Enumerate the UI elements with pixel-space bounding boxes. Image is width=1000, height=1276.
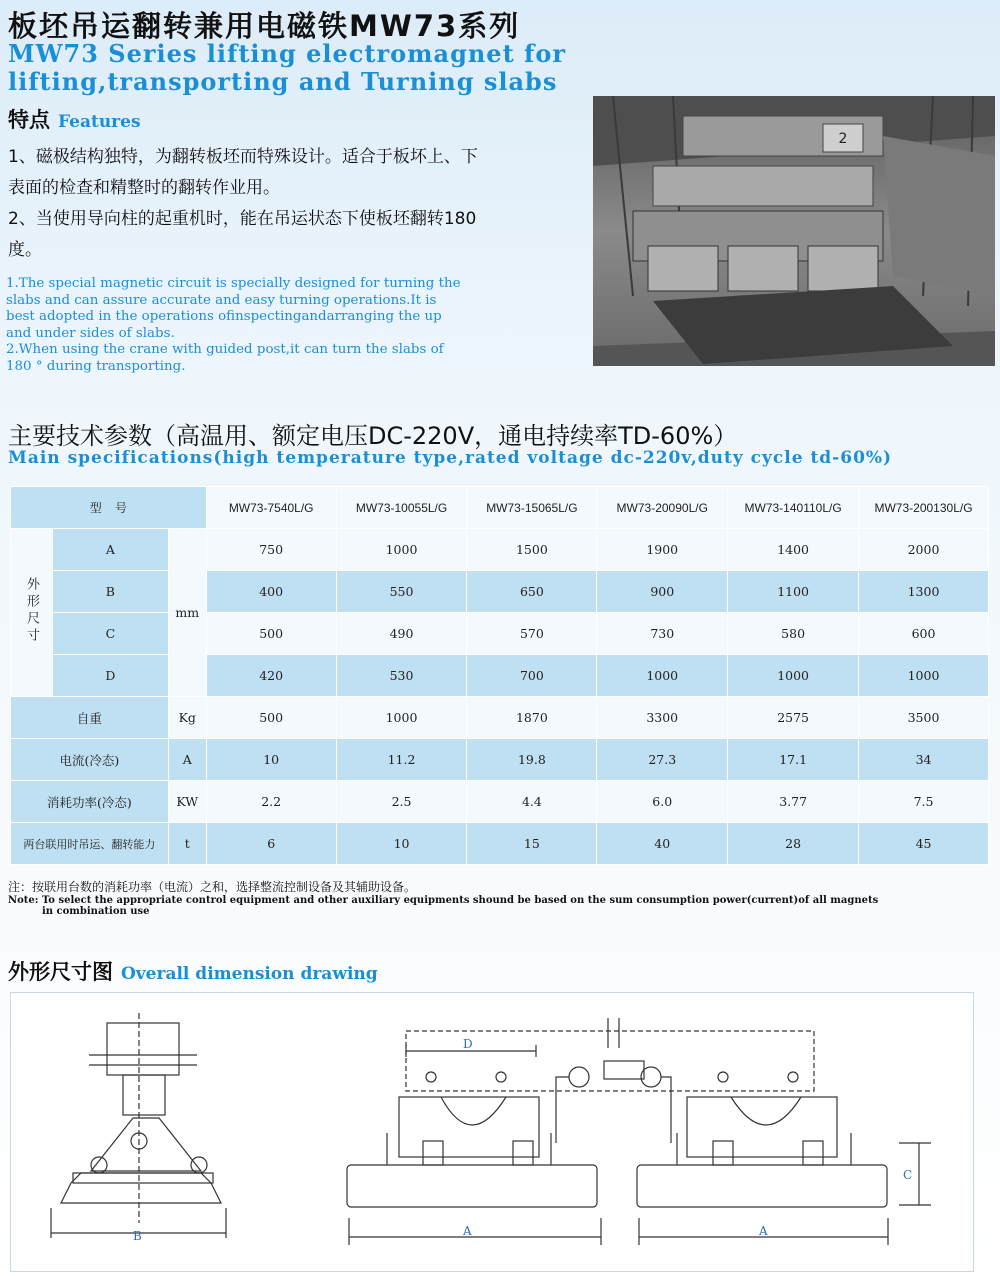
row-unit: A xyxy=(168,739,206,781)
feature-cn-1: 1、磁极结构独特，为翻转板坯而特殊设计。适合于板坏上、下表面的检查和精整时的翻转作业用。 xyxy=(8,147,478,198)
dimension-drawing xyxy=(10,992,974,1272)
specs-heading: 主要技术参数（高温用、额定电压DC-220V，通电持续率TD-60%） xyxy=(8,422,738,450)
table-cell: 6 xyxy=(206,823,336,865)
table-cell: 19.8 xyxy=(467,739,597,781)
features-text-en xyxy=(6,276,466,375)
model-name: MW73-10055L/G xyxy=(336,487,467,529)
table-cell: 1500 xyxy=(467,529,597,571)
features-heading-en: Features xyxy=(58,112,141,132)
row-label-current: 电流(冷态) xyxy=(11,739,169,781)
table-cell: 2000 xyxy=(859,529,989,571)
dim-label-c: C xyxy=(52,613,168,655)
features-text-cn xyxy=(8,142,478,266)
table-cell: 400 xyxy=(206,571,336,613)
table-cell: 27.3 xyxy=(597,739,728,781)
table-cell: 1000 xyxy=(336,529,467,571)
table-cell: 750 xyxy=(206,529,336,571)
row-label-weight: 自重 xyxy=(11,697,169,739)
table-cell: 570 xyxy=(467,613,597,655)
row-unit: KW xyxy=(168,781,206,823)
table-cell: 1000 xyxy=(728,655,859,697)
note-en-line-1: To select the appropriate control equipment and other auxiliary equipments shound be based on the sum consumption power(current)of all magnets xyxy=(42,895,879,906)
note-en-line-2: in combination use xyxy=(42,906,150,917)
table-cell: 500 xyxy=(206,613,336,655)
table-cell: 6.0 xyxy=(597,781,728,823)
table-cell: 700 xyxy=(467,655,597,697)
model-header-label: 型 号 xyxy=(11,487,207,529)
dim-label-b: B xyxy=(52,571,168,613)
drawing-heading-cn: 外形尺寸图 xyxy=(8,960,113,984)
table-cell: 550 xyxy=(336,571,467,613)
table-cell: 40 xyxy=(597,823,728,865)
table-cell: 490 xyxy=(336,613,467,655)
table-cell: 530 xyxy=(336,655,467,697)
row-unit: t xyxy=(168,823,206,865)
table-cell: 500 xyxy=(206,697,336,739)
table-cell: 420 xyxy=(206,655,336,697)
dim-label-d-drawing: D xyxy=(463,1037,473,1051)
table-cell: 4.4 xyxy=(467,781,597,823)
features-heading-cn: 特点 xyxy=(8,108,50,132)
table-cell: 28 xyxy=(728,823,859,865)
row-label-power: 消耗功率(冷态) xyxy=(11,781,169,823)
dim-label-c-drawing: C xyxy=(903,1168,913,1182)
table-cell: 1300 xyxy=(859,571,989,613)
drawing-heading xyxy=(8,956,378,986)
photo-plate-number: 2 xyxy=(838,131,848,147)
table-cell: 7.5 xyxy=(859,781,989,823)
row-unit: Kg xyxy=(168,697,206,739)
note-en-label: Note: xyxy=(8,895,39,906)
table-cell: 580 xyxy=(728,613,859,655)
dims-group-label: 外形尺寸 xyxy=(11,529,53,697)
spec-table xyxy=(10,486,989,865)
note-cn: 注：按联用台数的消耗功率（电流）之和，选择整流控制设备及其辅助设备。 xyxy=(8,880,417,894)
dim-label-a2-drawing: A xyxy=(759,1224,768,1238)
table-cell: 1400 xyxy=(728,529,859,571)
feature-en-1: 1.The special magnetic circuit is specially designed for turning the slabs and can assure accurate and easy turning operations.It is best adopted in the operations ofinspectingandarranging the up and under sides of slabs. xyxy=(6,276,461,341)
model-name: MW73-7540L/G xyxy=(206,487,336,529)
drawing-heading-en: Overall dimension drawing xyxy=(121,964,378,984)
table-cell: 1000 xyxy=(597,655,728,697)
table-cell: 11.2 xyxy=(336,739,467,781)
dim-label-a: A xyxy=(52,529,168,571)
model-name: MW73-20090L/G xyxy=(597,487,728,529)
dims-unit: mm xyxy=(168,529,206,697)
table-cell: 1000 xyxy=(336,697,467,739)
note-en xyxy=(8,895,908,917)
dim-label-b-drawing: B xyxy=(133,1229,142,1243)
table-cell: 3500 xyxy=(859,697,989,739)
page-title-en: MW73 Series lifting electromagnet for lifting,transporting and Turning slabs xyxy=(8,39,566,96)
table-cell: 1000 xyxy=(859,655,989,697)
table-cell: 45 xyxy=(859,823,989,865)
model-name: MW73-140110L/G xyxy=(728,487,859,529)
product-photo xyxy=(593,96,995,366)
feature-en-2: 2.When using the crane with guided post,it can turn the slabs of 180 ° during transporting. xyxy=(6,342,444,374)
dim-label-d: D xyxy=(52,655,168,697)
table-cell: 730 xyxy=(597,613,728,655)
table-cell: 2575 xyxy=(728,697,859,739)
page-title: 板坯吊运翻转兼用电磁铁MW73系列 xyxy=(8,9,521,43)
specs-heading-en: Main specifications(high temperature type,rated voltage dc-220v,duty cycle td-60%) xyxy=(8,448,893,468)
table-cell: 2.2 xyxy=(206,781,336,823)
table-cell: 3.77 xyxy=(728,781,859,823)
table-cell: 650 xyxy=(467,571,597,613)
table-cell: 3300 xyxy=(597,697,728,739)
table-cell: 600 xyxy=(859,613,989,655)
table-cell: 17.1 xyxy=(728,739,859,781)
row-label-capacity: 两台联用时吊运、翻转能力 xyxy=(11,823,169,865)
table-cell: 10 xyxy=(336,823,467,865)
table-cell: 1900 xyxy=(597,529,728,571)
feature-cn-2: 2、当使用导向柱的起重机时，能在吊运状态下使板坯翻转180度。 xyxy=(8,209,477,260)
dim-label-a1-drawing: A xyxy=(463,1224,472,1238)
table-cell: 1870 xyxy=(467,697,597,739)
model-name: MW73-15065L/G xyxy=(467,487,597,529)
table-cell: 15 xyxy=(467,823,597,865)
features-heading xyxy=(8,104,141,134)
table-cell: 1100 xyxy=(728,571,859,613)
table-cell: 10 xyxy=(206,739,336,781)
model-name: MW73-200130L/G xyxy=(859,487,989,529)
table-cell: 900 xyxy=(597,571,728,613)
table-cell: 34 xyxy=(859,739,989,781)
table-cell: 2.5 xyxy=(336,781,467,823)
